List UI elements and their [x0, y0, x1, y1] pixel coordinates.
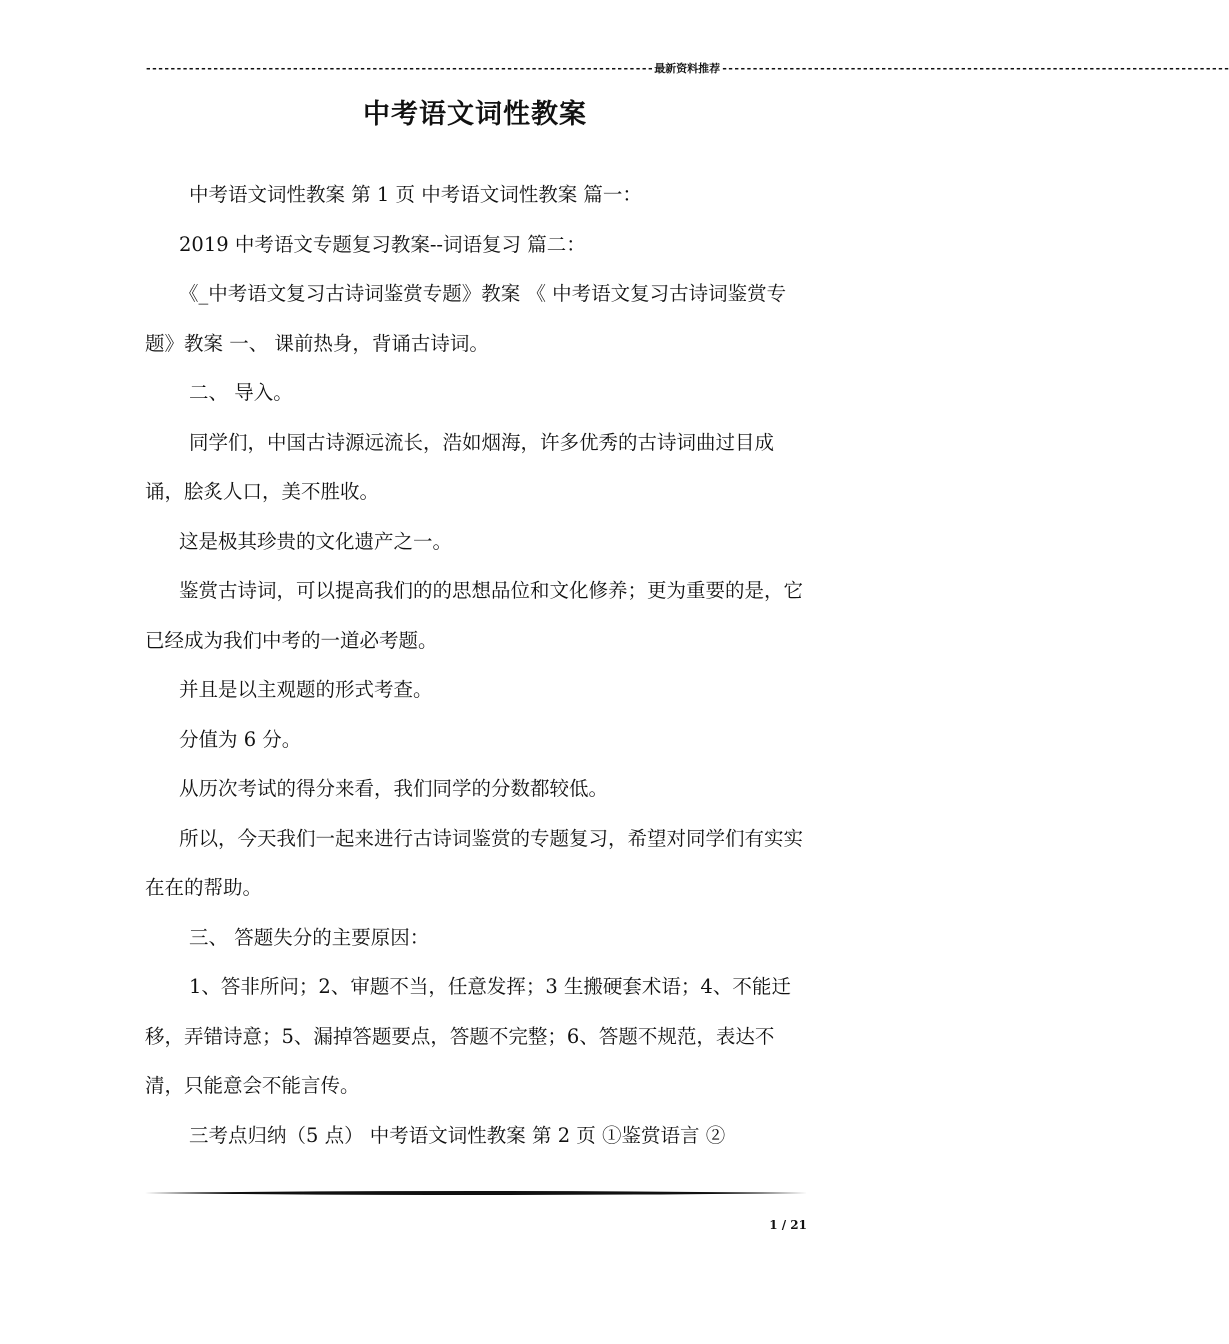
paragraph: 2019 中考语文专题复习教案--词语复习 篇二：: [179, 232, 586, 256]
paragraph: 《_中考语文复习古诗词鉴赏专题》教案 《 中考语文复习古诗词鉴赏专题》教案 一、 课前热身，背诵古诗词。: [145, 282, 787, 355]
paragraph: 1、答非所问；2、审题不当，任意发挥；3 生搬硬套术语；4、不能迁移，弄错诗意；5、漏掉答题要点，答题不完整；6、答题不规范，表达不清，只能意会不能言传。: [145, 975, 791, 1097]
footer-rule: [145, 1190, 807, 1196]
paragraph: 鉴赏古诗词，可以提高我们的的思想品位和文化修养；更为重要的是，它已经成为我们中考的一道必考题。: [145, 579, 804, 652]
paragraph: 三、 答题失分的主要原因：: [189, 925, 430, 949]
paragraph: 中考语文词性教案 第 1 页 中考语文词性教案 篇一：: [189, 183, 642, 206]
document-title: 中考语文词性教案: [363, 99, 587, 130]
paragraph: 分值为 6 分。: [179, 727, 302, 751]
header-label: 最新资料推荐: [654, 62, 721, 75]
paragraph: 这是极其珍贵的文化遗产之一。: [179, 529, 453, 553]
header-dashes-right: -----------------------------------------------------------------------------------: [721, 61, 1229, 75]
paragraph: 从历次考试的得分来看，我们同学的分数都较低。: [179, 777, 609, 800]
paragraph: 三考点归纳（5 点） 中考语文词性教案 第 2 页 ①鉴赏语言 ②: [189, 1123, 726, 1147]
header-dashes-left: -----------------------------------------------------------------------------------: [145, 61, 654, 75]
paragraph: 同学们，中国古诗源远流长，浩如烟海，许多优秀的古诗词曲过目成诵，脍炙人口，美不胜收。: [145, 430, 775, 503]
document-body: [145, 170, 810, 1160]
paragraph: 所以，今天我们一起来进行古诗词鉴赏的专题复习，希望对同学们有实实在在的帮助。: [145, 826, 804, 899]
page-number: 1 / 21: [769, 1218, 807, 1232]
paragraph: 二、 导入。: [189, 381, 293, 404]
page-header: [145, 58, 1229, 78]
paragraph: 并且是以主观题的形式考查。: [179, 678, 433, 701]
